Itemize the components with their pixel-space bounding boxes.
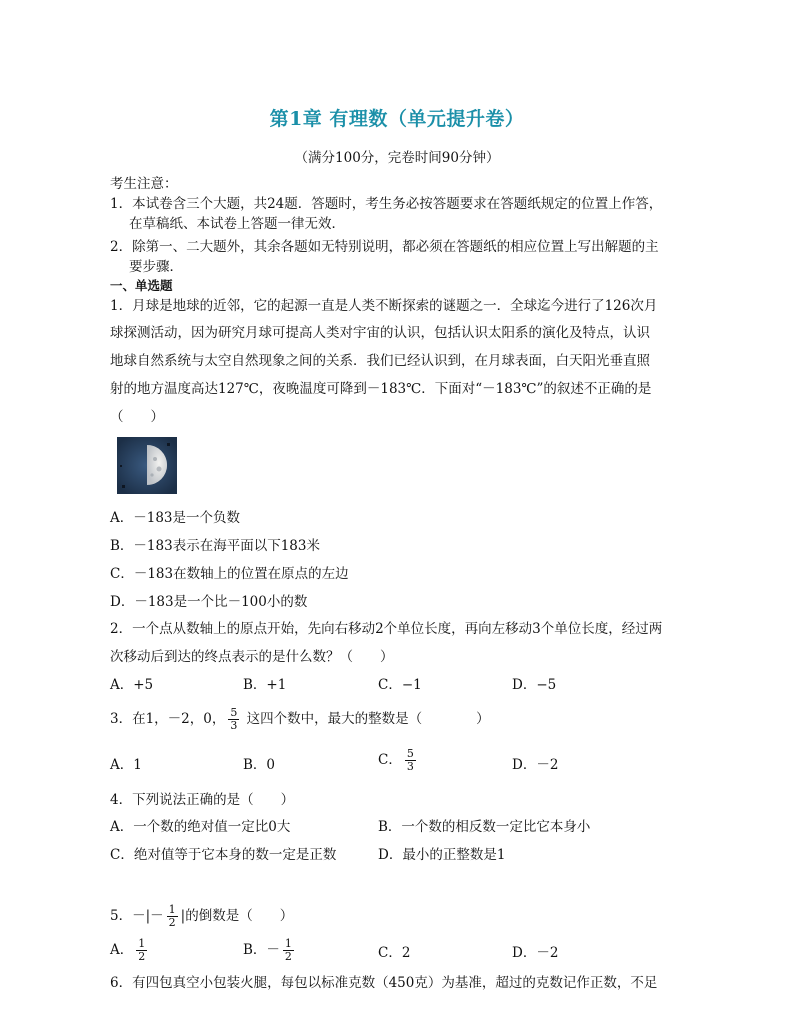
- q4-option-c: C．绝对值等于它本身的数一定是正数: [110, 847, 337, 863]
- notice-item-2: 2．除第一、二大题外，其余各题如无特别说明，都必须在答题纸的相应位置上写出解题的主: [110, 239, 659, 255]
- q2-option-c: C．−1: [378, 677, 422, 693]
- q1-text: （ ）: [110, 409, 164, 425]
- q3-frac-num: 5: [230, 706, 238, 719]
- page-subtitle: （满分100分，完卷时间90分钟）: [294, 150, 500, 166]
- q5-option-a: [110, 938, 150, 963]
- q5-frac-num: 1: [168, 903, 176, 916]
- q5-optb-num: 1: [284, 937, 292, 950]
- q2-option-d: D．−5: [512, 677, 557, 693]
- q3-optc-den: 3: [406, 760, 414, 773]
- q3-option-b: B．0: [243, 757, 276, 773]
- q3-prefix: 3．在1，－2，0，: [110, 711, 226, 727]
- q5-text: [110, 904, 293, 929]
- q5-option-b-fraction: [283, 938, 294, 963]
- q4-option-a: A．一个数的绝对值一定比0大: [110, 819, 291, 835]
- q3-text: [110, 707, 490, 732]
- q3-suffix: 这四个数中，最大的整数是（ ）: [246, 711, 490, 727]
- q1-text: 球探测活动，因为研究月球可提高人类对宇宙的认识，包括认识太阳系的演化及特点，认识: [110, 325, 650, 341]
- q4-option-d: D．最小的正整数是1: [378, 847, 506, 863]
- q3-fraction: [228, 707, 239, 732]
- q2-text: 2．一个点从数轴上的原点开始，先向右移动2个单位长度，再向左移动3个单位长度，经过两: [110, 621, 663, 637]
- q3-option-c-fraction: [405, 748, 416, 773]
- q1-text: 1．月球是地球的近邻，它的起源一直是人类不断探索的谜题之一．全球迄今进行了126次月: [110, 298, 658, 314]
- q5-frac-den: 2: [168, 916, 176, 929]
- q5-optb-den: 2: [284, 950, 292, 963]
- q5-opta-num: 1: [138, 937, 146, 950]
- section-heading: 一、单选题: [110, 278, 173, 293]
- q4-option-b: B．一个数的相反数一定比它本身小: [378, 819, 591, 835]
- q5-option-b-label: B．－: [243, 942, 280, 958]
- notice-item-1: 1．本试卷含三个大题，共24题．答题时，考生务必按答题要求在答题纸规定的位置上作答，: [110, 196, 663, 212]
- q5-option-b: [243, 938, 297, 963]
- q1-option-b: B．－183表示在海平面以下183米: [110, 538, 320, 554]
- q1-option-d: D．－183是一个比－100小的数: [110, 594, 308, 610]
- q3-option-d: D．－2: [512, 757, 559, 773]
- q1-option-c: C．－183在数轴上的位置在原点的左边: [110, 566, 349, 582]
- page-title: 第1章 有理数（单元提升卷）: [269, 108, 525, 130]
- q5-option-c: C．2: [378, 945, 411, 961]
- q4-text: 4．下列说法正确的是（ ）: [110, 792, 295, 808]
- q5-fraction: [167, 904, 178, 929]
- q2-option-a: A．+5: [110, 677, 154, 693]
- q2-text: 次移动后到达的终点表示的是什么数？（ ）: [110, 649, 394, 665]
- q3-option-c: [378, 748, 419, 773]
- q3-optc-num: 5: [406, 747, 414, 760]
- q5-opta-den: 2: [138, 950, 146, 963]
- q2-option-b: B．+1: [243, 677, 287, 693]
- q5-option-a-label: A．: [110, 942, 134, 958]
- notice-item-2-cont: 要步骤．: [129, 259, 183, 275]
- q5-suffix: |的倒数是（ ）: [180, 908, 294, 924]
- notice-item-1-cont: 在草稿纸、本试卷上答题一律无效．: [129, 216, 345, 232]
- notice-heading: 考生注意：: [110, 176, 178, 192]
- q1-text: 地球自然系统与太空自然现象之间的关系．我们已经认识到，在月球表面，白天阳光垂直照: [110, 353, 650, 369]
- q3-frac-den: 3: [230, 719, 238, 732]
- q5-prefix: 5．－|－: [110, 908, 164, 924]
- q5-option-a-fraction: [136, 938, 147, 963]
- q6-text: 6．有四包真空小包装火腿，每包以标准克数（450克）为基准，超过的克数记作正数，不足: [110, 975, 658, 991]
- q3-option-c-label: C．: [378, 752, 402, 768]
- q3-option-a: A．1: [110, 757, 142, 773]
- moon-image: [117, 437, 177, 494]
- q5-option-d: D．－2: [512, 945, 559, 961]
- q1-option-a: A．－183是一个负数: [110, 510, 241, 526]
- q1-text: 射的地方温度高达127℃，夜晚温度可降到－183℃．下面对“－183℃”的叙述不正确的是: [110, 381, 652, 397]
